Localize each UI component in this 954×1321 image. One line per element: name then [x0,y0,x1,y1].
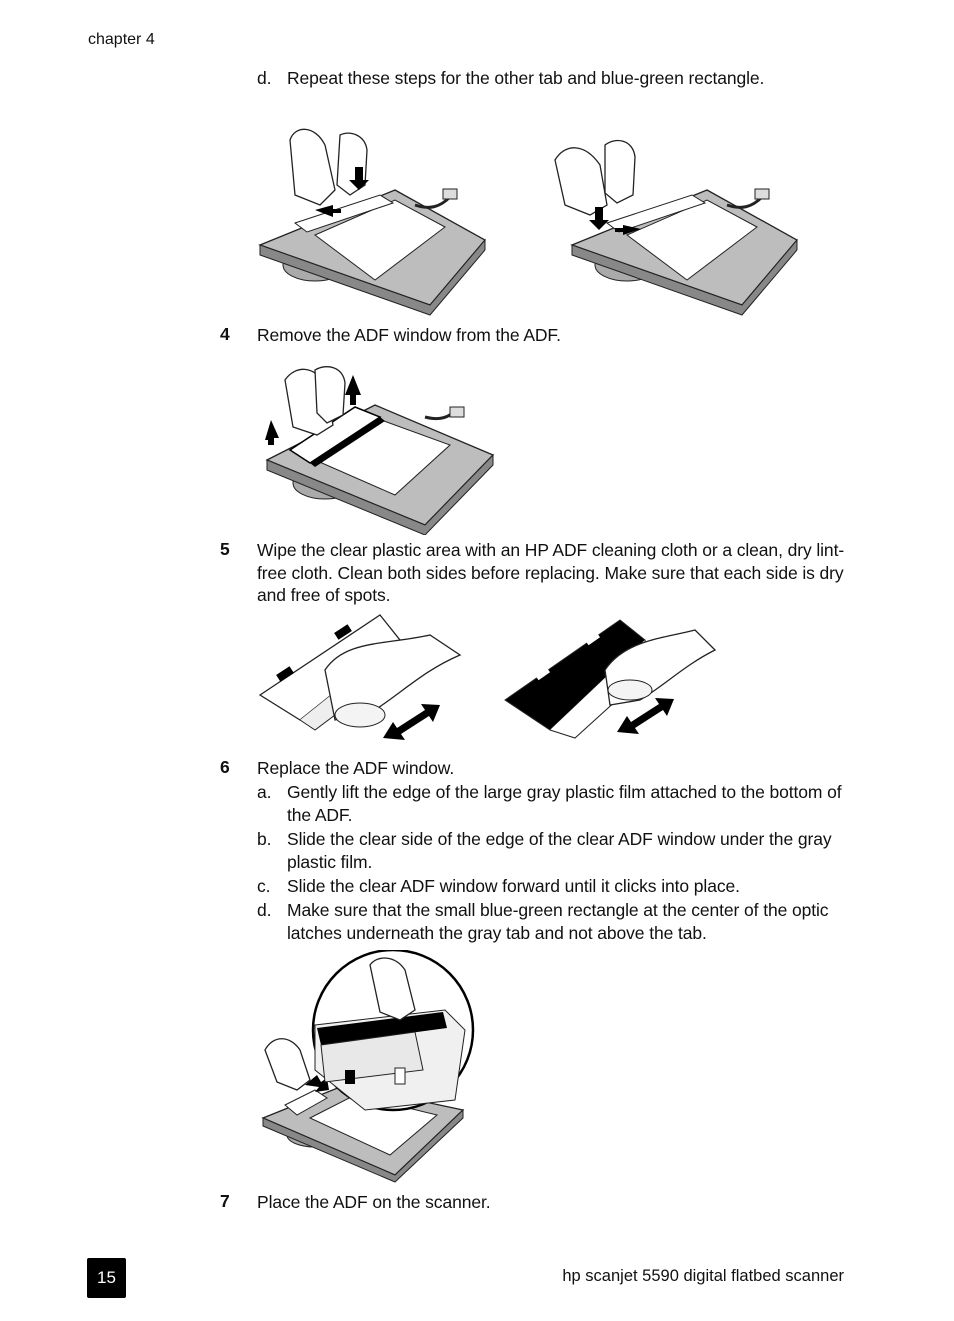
step-7-text: Place the ADF on the scanner. [257,1192,491,1212]
figure-remove-window [255,355,500,535]
double-arrow-left [383,704,440,740]
figure-wipe-window [255,610,725,750]
sub-text: Make sure that the small blue-green rectangle at the center of the optic latches underneath the gray tab and not above the tab. [287,900,829,943]
sub-label: d. [257,68,272,88]
sub-text: Repeat these steps for the other tab and blue-green rectangle. [287,68,765,88]
black-window-right [505,620,715,738]
figure-replace-window [255,950,475,1185]
sub-label: a. [257,782,272,802]
step-5-text: Wipe the clear plastic area with an HP ADF cleaning cloth or a clean, dry lint-free cloth. Clean both sides before replacing. Make sure that each side is dry and free of spots. [257,540,845,605]
adf-illustration-left [260,189,485,315]
sub-label: b. [257,829,272,849]
step-7-number: 7 [220,1191,230,1211]
arrow-up-right [345,375,361,405]
sub-text: Gently lift the edge of the large gray plastic film attached to the bottom of the ADF. [287,782,842,825]
double-arrow-right [617,698,674,734]
clear-window-left [260,615,460,740]
step-6-number: 6 [220,757,230,777]
page-number: 15 [87,1258,126,1298]
sub-label: d. [257,900,272,920]
adf-illustration-right [572,189,797,315]
sub-text: Slide the clear ADF window forward until it clicks into place. [287,876,740,896]
step-4-text: Remove the ADF window from the ADF. [257,325,561,345]
step-4-number: 4 [220,324,230,344]
sub-text: Slide the clear side of the edge of the clear ADF window under the gray plastic film. [287,829,832,872]
product-footer: hp scanjet 5590 digital flatbed scanner [562,1267,844,1285]
hands-right [555,141,635,215]
sub-label: c. [257,876,271,896]
arrow-up-left [265,420,279,445]
step-6-text: Replace the ADF window. [257,758,455,778]
figure-adf-tabs [255,95,815,320]
chapter-header: chapter 4 [88,31,155,48]
step-5-number: 5 [220,539,230,559]
